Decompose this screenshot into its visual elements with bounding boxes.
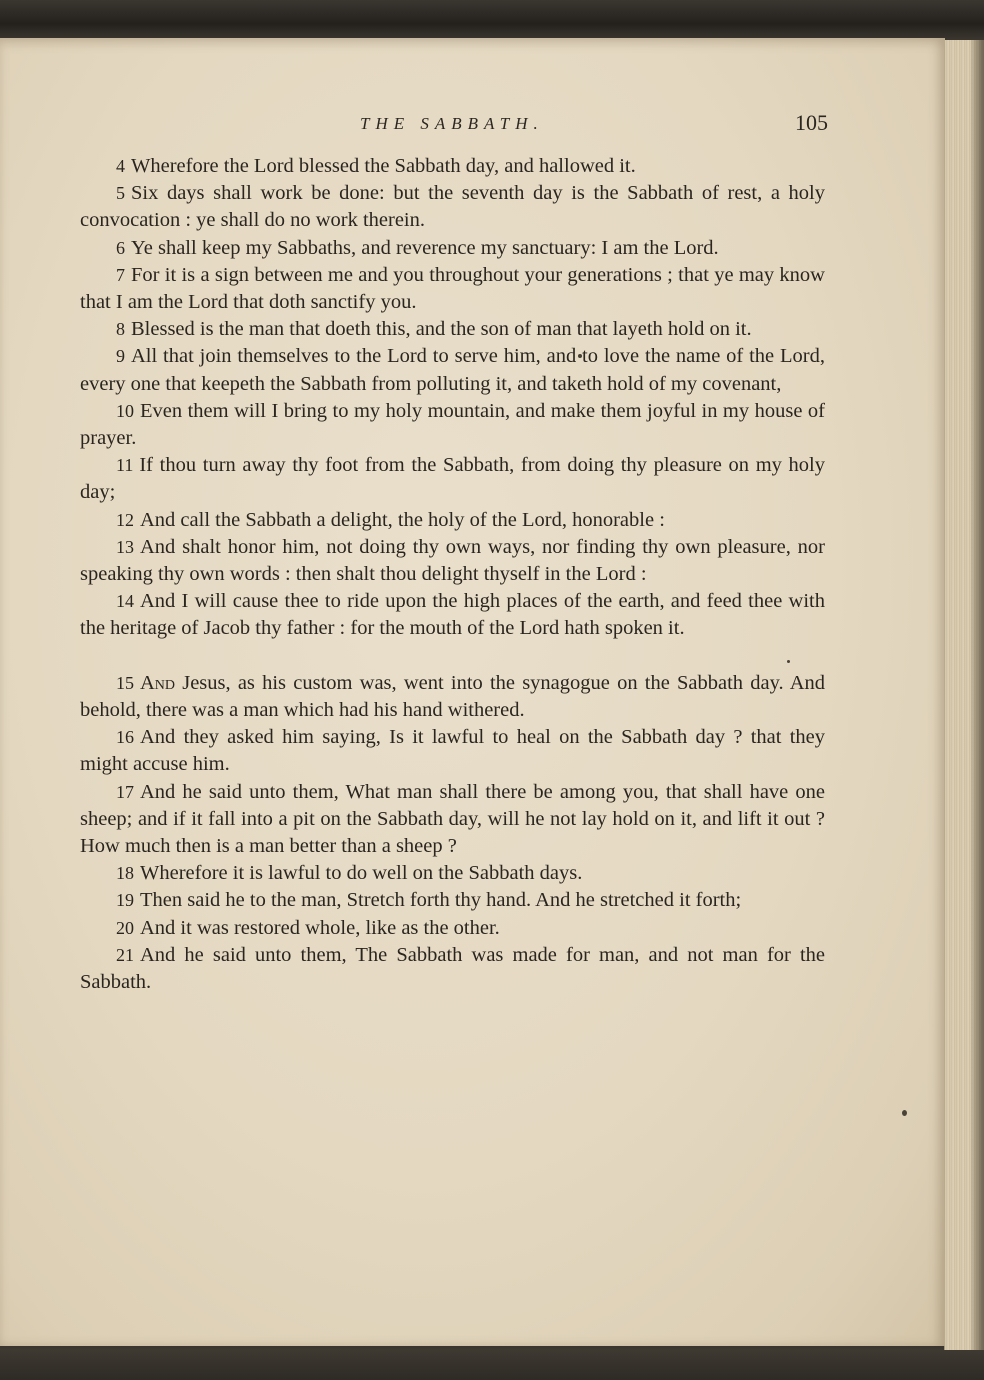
verse-text: And he said unto them, What man shall there be among you, that shall have one sheep; and if it fall into a pit on the Sabbath day, will he not lay hold on it, and lift it out ? How much then is a man better than a sheep ? (80, 780, 825, 858)
verse-number: 17 (116, 781, 134, 802)
verse-4 (80, 153, 825, 180)
verse-number: 13 (116, 536, 134, 557)
verse-text: Even them will I bring to my holy mountain, and make them joyful in my house of prayer. (80, 399, 825, 450)
verse-number: 6 (116, 237, 125, 258)
verse-number: 10 (116, 400, 134, 421)
verse-text: Six days shall work be done: but the seventh day is the Sabbath of rest, a holy convocation : ye shall do no work therein. (80, 182, 825, 232)
verse-text-block (80, 153, 825, 996)
verse-number: 15 (116, 672, 134, 693)
ink-speck (902, 1110, 907, 1116)
verse-number: 9 (116, 346, 125, 367)
verse-20 (80, 915, 825, 942)
verse-8 (80, 316, 825, 343)
verse-text: And they asked him saying, Is it lawful to heal on the Sabbath day ? that they might accuse him. (80, 726, 825, 776)
verse-number: 12 (116, 509, 134, 530)
verse-text: All that join themselves to the Lord to serve him, and to love the name of the Lord, every one that keepeth the Sabbath from polluting it, and taketh hold of my covenant, (80, 345, 825, 395)
verse-11 (80, 452, 825, 506)
verse-15 (80, 670, 825, 724)
verse-14 (80, 588, 825, 642)
verse-10 (80, 398, 825, 452)
verse-text: And shalt honor him, not doing thy own ways, nor finding thy own pleasure, nor speaking thy own words : then shalt thou delight thyself in the Lord : (80, 535, 825, 586)
verse-text: Ye shall keep my Sabbaths, and reverence my sanctuary: I am the Lord. (131, 236, 719, 259)
verse-text: For it is a sign between me and you throughout your generations ; that ye may know that I am the Lord that doth sanctify you. (80, 263, 825, 314)
verse-text: And I will cause thee to ride upon the high places of the earth, and feed thee with the heritage of Jacob thy father : for the mouth of the Lord hath spoken it. (80, 590, 825, 640)
verse-number: 11 (116, 455, 134, 476)
verse-9 (80, 343, 825, 397)
verse-text: And it was restored whole, like as the other. (140, 916, 500, 939)
verse-number: 7 (116, 264, 125, 285)
verse-13 (80, 534, 825, 588)
verse-17 (80, 779, 825, 861)
verse-text: Wherefore it is lawful to do well on the Sabbath days. (140, 862, 583, 885)
verse-number: 16 (116, 727, 134, 748)
verse-number: 4 (116, 156, 125, 176)
page-edges (944, 40, 984, 1350)
verse-text: And call the Sabbath a delight, the holy of the Lord, honorable : (140, 508, 665, 531)
verse-5 (80, 180, 825, 234)
verse-text: Blessed is the man that doeth this, and the son of man that layeth hold on it. (131, 318, 752, 341)
verse-number: 18 (116, 863, 134, 884)
verse-12 (80, 507, 825, 534)
page-number: 105 (795, 110, 828, 135)
verse-number: 14 (116, 591, 134, 612)
verse-text: If thou turn away thy foot from the Sabbath, from doing thy pleasure on my holy day; (80, 454, 825, 504)
verse-21 (80, 942, 825, 996)
page-header (80, 110, 830, 140)
verse-6 (80, 235, 825, 262)
verse-text: Wherefore the Lord blessed the Sabbath day, and hallowed it. (131, 155, 636, 177)
verse-text: Then said he to the man, Stretch forth thy hand. And he stretched it forth; (140, 889, 742, 912)
verse-7 (80, 262, 825, 316)
verse-number: 19 (116, 890, 134, 911)
verse-number: 8 (116, 319, 125, 340)
verse-18 (80, 860, 825, 887)
verse-number: 21 (116, 944, 134, 965)
verse-text: And he said unto them, The Sabbath was made for man, and not man for the Sabbath. (80, 943, 825, 994)
verse-number: 20 (116, 917, 134, 938)
running-title: THE SABBATH. (360, 114, 544, 133)
verse-19 (80, 887, 825, 914)
verse-text: Jesus, as his custom was, went into the synagogue on the Sabbath day. And behold, there was a man which had his hand withered. (80, 671, 826, 722)
verse-16 (80, 724, 825, 778)
verse-number: 5 (116, 183, 125, 204)
verse-lead-word: And (140, 671, 176, 694)
